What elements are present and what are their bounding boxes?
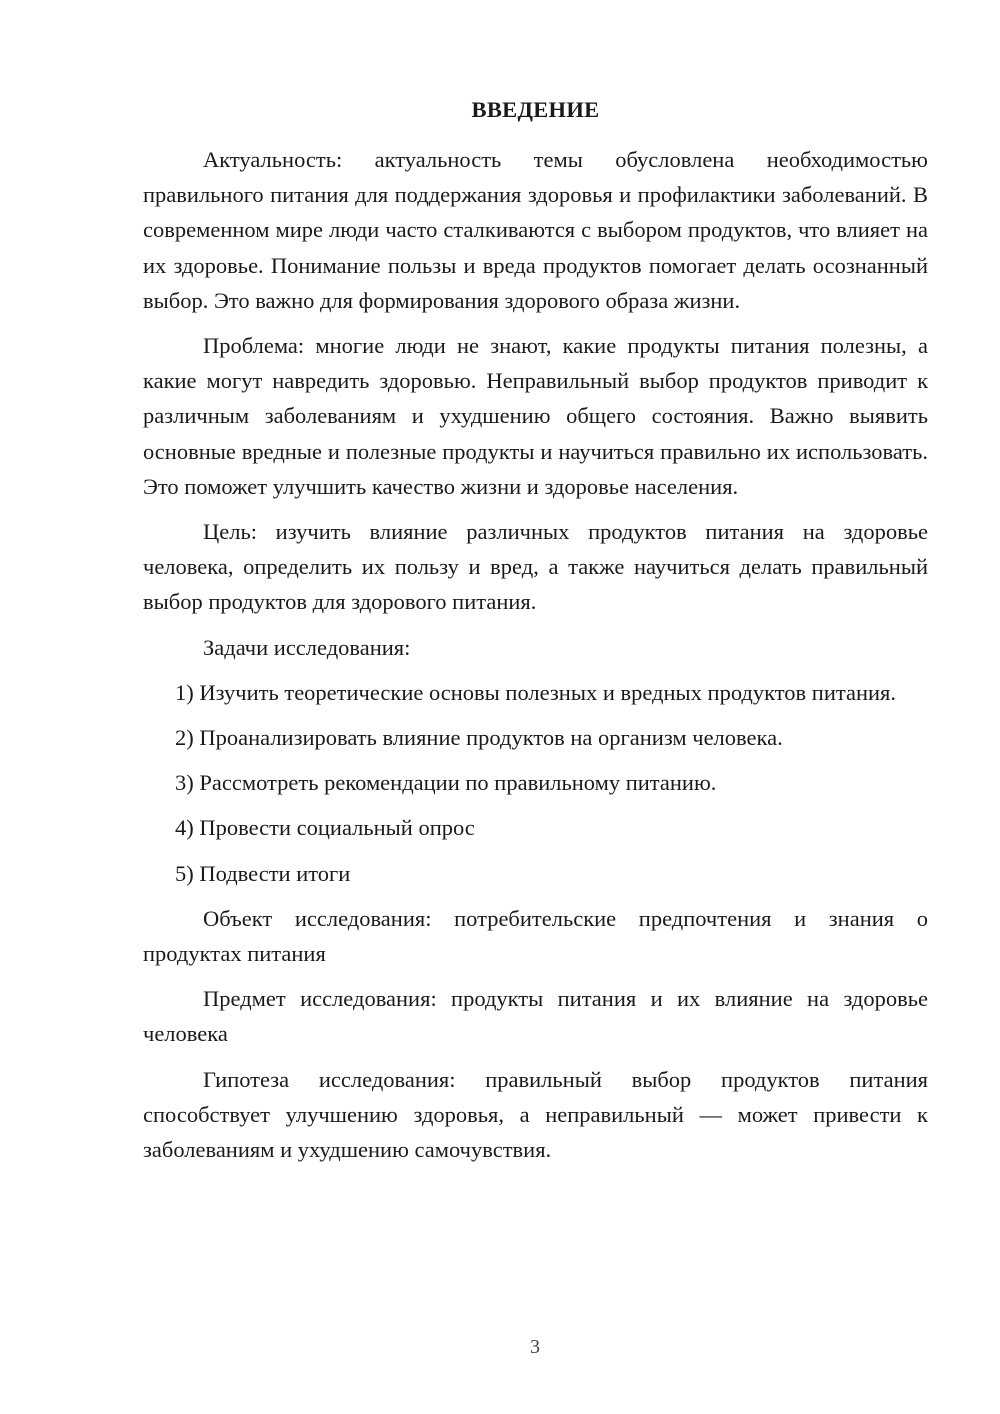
task-item: 5) Подвести итоги	[175, 860, 351, 886]
page-number: 3	[530, 1336, 540, 1358]
paragraph-subject: Предмет исследования: продукты питания и их влияние на здоровье человека	[143, 986, 928, 1047]
paragraph-hypothesis: Гипотеза исследования: правильный выбор продуктов питания способствует улучшению здоровья, а неправильный — может привести к заболеваниям и ухудшению самочувствия.	[143, 1066, 928, 1163]
task-item: 2) Проанализировать влияние продуктов на организм человека.	[175, 725, 783, 751]
document-page	[143, 92, 928, 1177]
tasks-heading: Задачи исследования:	[203, 634, 411, 660]
paragraph-goal: Цель: изучить влияние различных продуктов питания на здоровье человека, определить их пользу и вред, а также научиться делать правильный выбор продуктов для здорового питания.	[143, 519, 928, 615]
task-item: 4) Провести социальный опрос	[175, 815, 475, 841]
section-title: ВВЕДЕНИЕ	[471, 97, 600, 122]
paragraph-problem: Проблема: многие люди не знают, какие продукты питания полезны, а какие могут навредить здоровью. Неправильный выбор продуктов приводит к различным заболеваниям и ухудшению общего состояния. Важно выявить основные вредные и полезные продукты и научиться правильно их использовать. Это поможет улучшить качество жизни и здоровье населения.	[143, 333, 928, 499]
task-item: 1) Изучить теоретические основы полезных и вредных продуктов питания.	[175, 679, 897, 705]
paragraph-relevance: Актуальность: актуальность темы обусловлена необходимостью правильного питания для поддержания здоровья и профилактики заболеваний. В современном мире люди часто сталкиваются с выбором продуктов, что влияет на их здоровье. Понимание пользы и вреда продуктов помогает делать осознанный выбор. Это важно для формирования здорового образа жизни.	[143, 147, 928, 313]
paragraph-object: Объект исследования: потребительские предпочтения и знания о продуктах питания	[143, 905, 928, 967]
task-item: 3) Рассмотреть рекомендации по правильному питанию.	[175, 770, 717, 796]
